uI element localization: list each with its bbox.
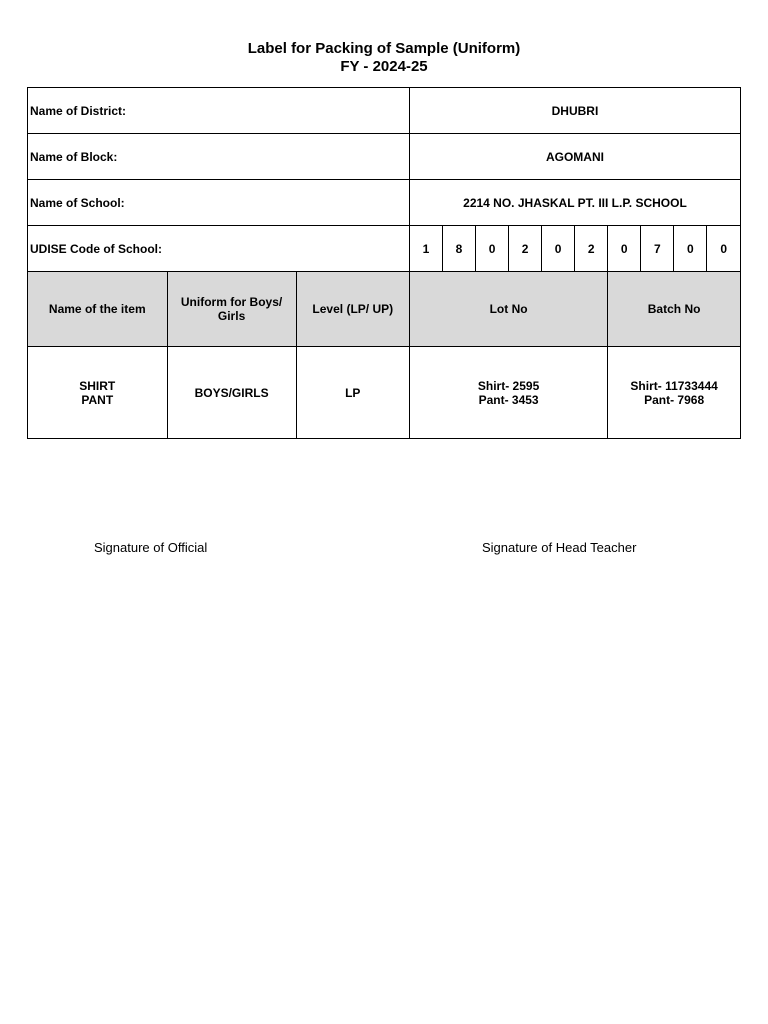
district-value: DHUBRI (409, 88, 740, 134)
cell-batch-no (608, 347, 741, 439)
udise-row (28, 226, 741, 272)
header-uniform-line-2: Girls (217, 309, 246, 323)
packing-label-table (27, 87, 741, 439)
udise-digit: 0 (608, 226, 641, 272)
cell-uniform: BOYS/GIRLS (167, 347, 296, 439)
udise-digit: 0 (674, 226, 707, 272)
header-uniform-line-1: Uniform for Boys/ (180, 295, 283, 309)
cell-item (28, 347, 168, 439)
item-line-2: PANT (81, 392, 114, 407)
lot-line-1: Shirt- 2595 (477, 378, 540, 393)
header-uniform (167, 272, 296, 347)
udise-digit: 0 (542, 226, 575, 272)
document-title (0, 40, 768, 76)
batch-line-2: Pant- 7968 (644, 392, 705, 407)
school-value: 2214 NO. JHASKAL PT. III L.P. SCHOOL (409, 180, 740, 226)
udise-label: UDISE Code of School: (28, 226, 410, 272)
item-line-1: SHIRT (79, 378, 116, 393)
udise-digit: 0 (476, 226, 509, 272)
header-batch-no: Batch No (608, 272, 741, 347)
block-row (28, 134, 741, 180)
school-row (28, 180, 741, 226)
header-level: Level (LP/ UP) (296, 272, 409, 347)
udise-digit: 2 (509, 226, 542, 272)
header-lot-no: Lot No (409, 272, 607, 347)
block-value: AGOMANI (409, 134, 740, 180)
signature-head-teacher: Signature of Head Teacher (482, 540, 637, 555)
batch-line-1: Shirt- 11733444 (630, 378, 718, 393)
district-label: Name of District: (28, 88, 410, 134)
title-line-2: FY - 2024-25 (340, 58, 428, 75)
block-label: Name of Block: (28, 134, 410, 180)
header-item: Name of the item (28, 272, 168, 347)
title-line-1: Label for Packing of Sample (Uniform) (247, 40, 521, 57)
school-label: Name of School: (28, 180, 410, 226)
udise-digit: 8 (442, 226, 475, 272)
item-header-row (28, 272, 741, 347)
udise-digit: 7 (641, 226, 674, 272)
district-row (28, 88, 741, 134)
cell-lot-no (409, 347, 607, 439)
cell-level: LP (296, 347, 409, 439)
udise-digit: 1 (409, 226, 442, 272)
signature-official: Signature of Official (94, 540, 208, 555)
udise-digit: 0 (707, 226, 741, 272)
udise-digit: 2 (575, 226, 608, 272)
lot-line-2: Pant- 3453 (478, 392, 539, 407)
item-data-row (28, 347, 741, 439)
